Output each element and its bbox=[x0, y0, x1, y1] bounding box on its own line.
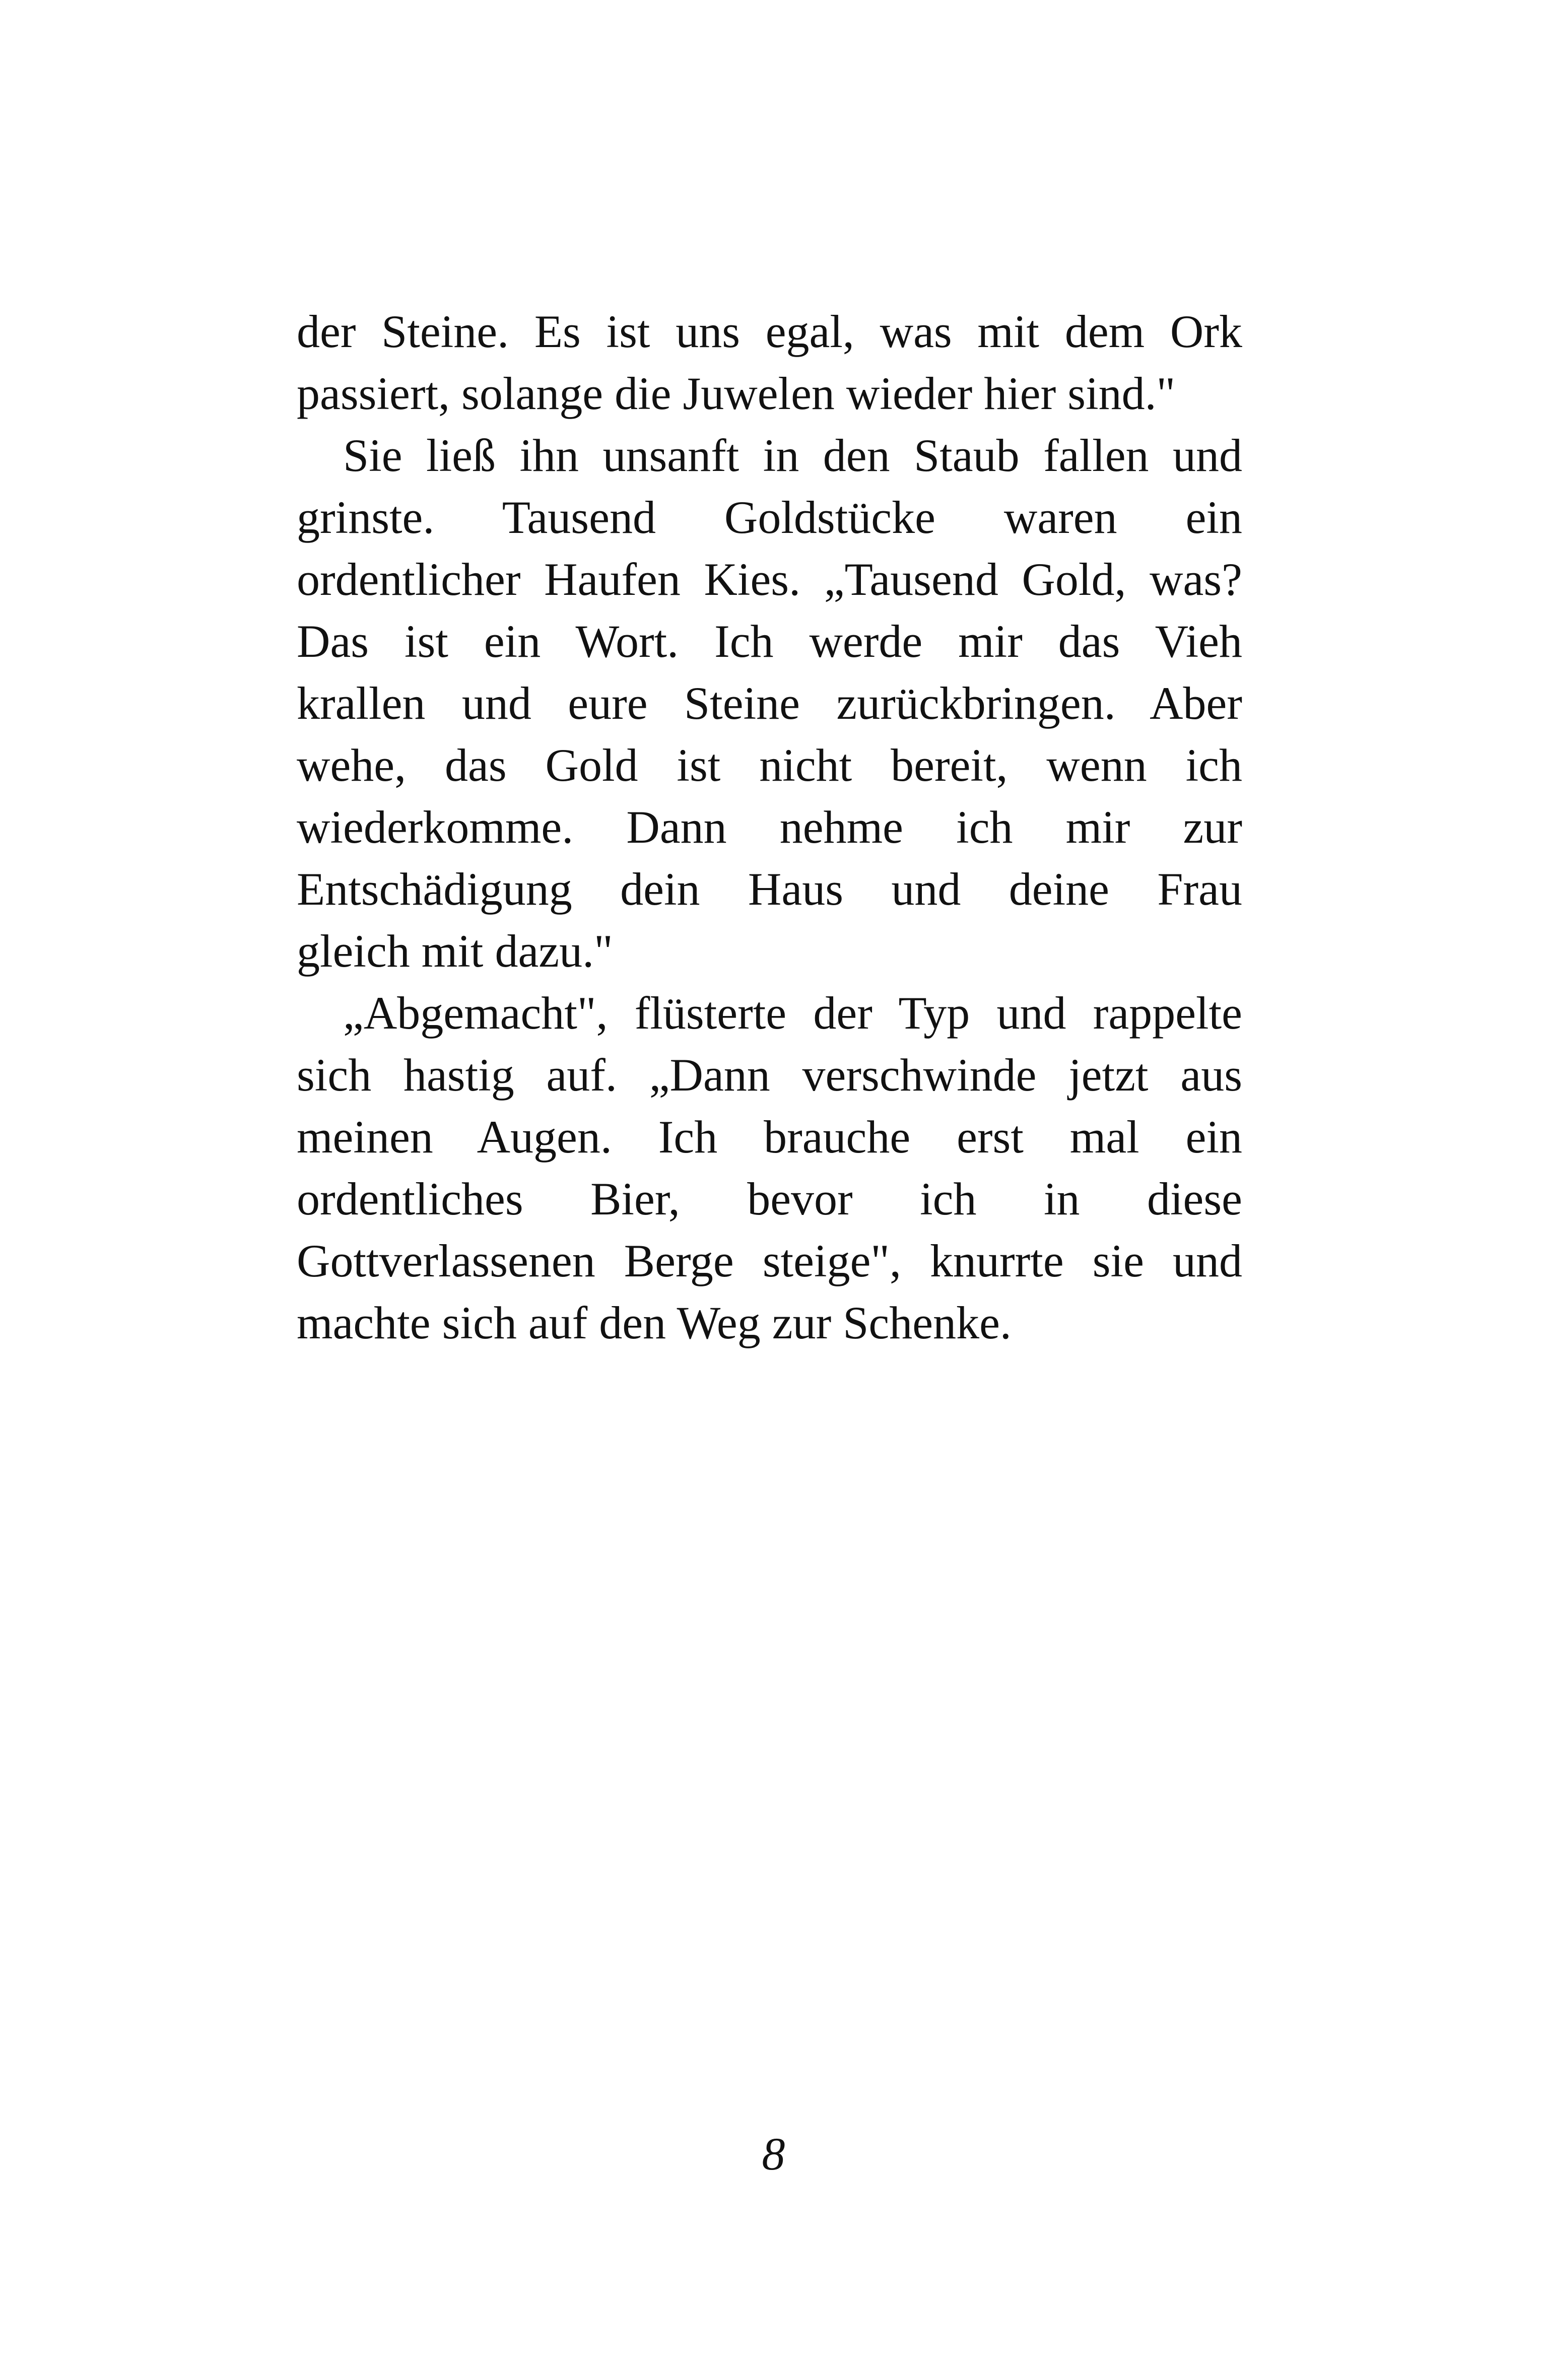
text-line: „Abgemacht", flüsterte der Typ und rappelte bbox=[343, 987, 1242, 1039]
text-line: Das ist ein Wort. Ich werde mir das Vieh bbox=[297, 616, 1242, 667]
text-line: wehe, das Gold ist nicht bereit, wenn ich bbox=[297, 739, 1242, 791]
text-line: grinste. Tausend Goldstücke waren ein bbox=[297, 492, 1242, 543]
text-line: Gottverlassenen Berge steige", knurrte sie und bbox=[297, 1235, 1242, 1286]
text-line: machte sich auf den Weg zur Schenke. bbox=[297, 1297, 1012, 1348]
text-line: passiert, solange die Juwelen wieder hier sind." bbox=[297, 368, 1176, 419]
text-line: Sie ließ ihn unsanft in den Staub fallen und bbox=[343, 430, 1242, 481]
text-line: ordentliches Bier, bevor ich in diese bbox=[297, 1173, 1242, 1225]
text-line: wiederkomme. Dann nehme ich mir zur bbox=[297, 801, 1242, 853]
text-line: gleich mit dazu." bbox=[297, 925, 613, 977]
text-line: ordentlicher Haufen Kies. „Tausend Gold, was? bbox=[297, 554, 1242, 605]
text-line: sich hastig auf. „Dann verschwinde jetzt aus bbox=[297, 1049, 1242, 1101]
text-line: meinen Augen. Ich brauche erst mal ein bbox=[297, 1111, 1242, 1163]
text-line: Entschädigung dein Haus und deine Frau bbox=[297, 863, 1242, 915]
text-line: krallen und eure Steine zurückbringen. Aber bbox=[297, 677, 1242, 729]
page-number: 8 bbox=[762, 2128, 785, 2180]
body-text bbox=[297, 301, 1242, 1354]
text-line: der Steine. Es ist uns egal, was mit dem Ork bbox=[297, 306, 1242, 357]
